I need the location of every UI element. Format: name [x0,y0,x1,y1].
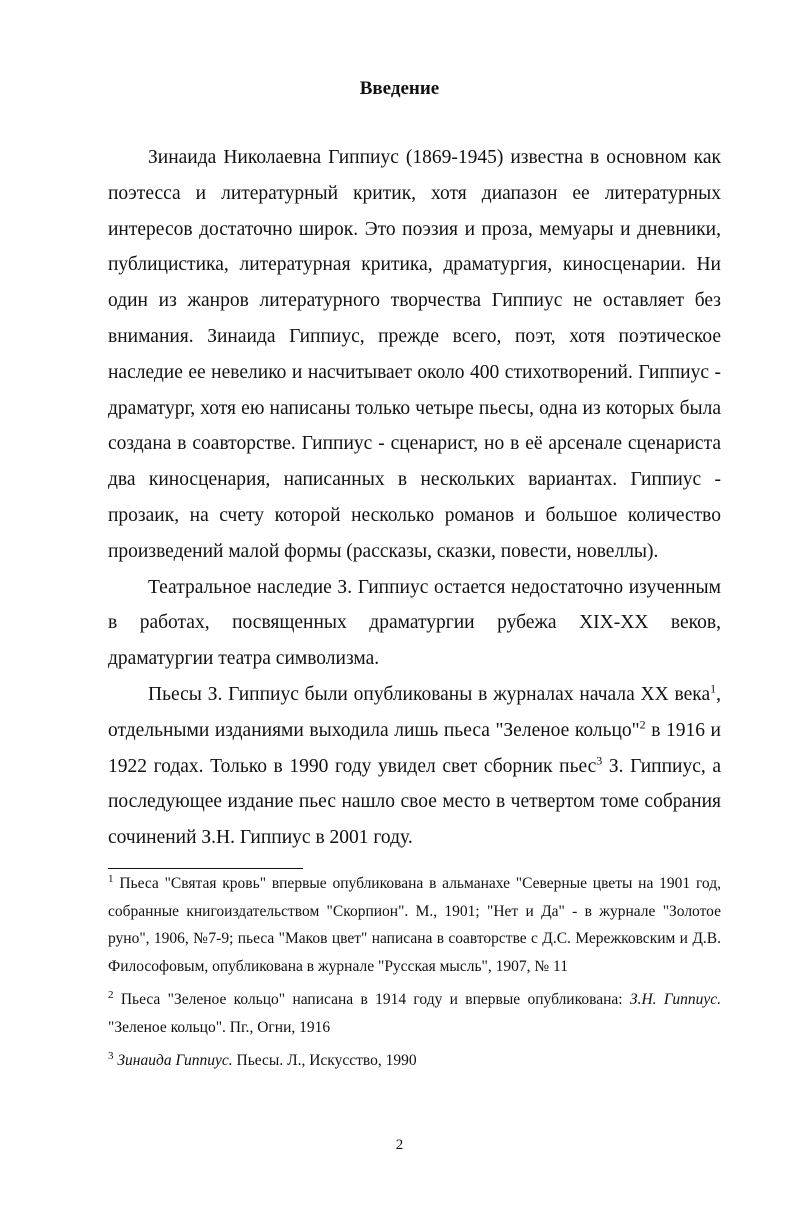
footnote-2-mark: 2 [108,988,114,1001]
footnote-ref-3[interactable]: 3 [596,753,603,768]
page-title: Введение [359,78,440,99]
footnote-2-text: Пьеса "Зеленое кольцо" написана в 1914 году и впервые опубликована: [120,991,630,1008]
paragraph-3-text-1: Пьесы З. Гиппиус были опубликованы в журналах начала XX века [148,683,711,705]
paragraph-3-text-2: , отдельными изданиями выходила лишь пьеса "Зеленое кольцо" [108,683,721,741]
footnote-ref-2[interactable]: 2 [639,717,646,732]
footnote-2 [108,986,721,1041]
paragraph-2: Театральное наследие З. Гиппиус остается недостаточно изученным в работах, посвященных драматургии рубежа XIX-XX веков, драматургии театра символизма. [108,576,721,670]
footnote-3-mark: 3 [108,1049,114,1062]
footnote-ref-1[interactable]: 1 [710,681,717,696]
footnote-3-author: Зинаида Гиппиус. [117,1052,233,1069]
footnote-1 [108,870,721,980]
footnote-1-mark: 1 [108,872,114,885]
page-number: 2 [395,1137,404,1153]
footnote-2-author: З.Н. Гиппиус. [629,991,721,1008]
paragraph-3 [108,677,721,856]
main-text [108,140,721,856]
footnote-separator [108,868,303,869]
footnote-2-tail: "Зеленое кольцо". Пг., Огни, 1916 [108,1018,331,1036]
footnotes [108,870,721,1081]
footnote-3 [108,1047,721,1075]
footnote-3-tail: Пьесы. Л., Искусство, 1990 [232,1052,417,1069]
footnote-1-text: Пьеса "Святая кровь" впервые опубликована в альманахе "Северные цветы на 1901 год, собранные книгоиздательством "Скорпион". М., 1901; "Нет и Да" - в журнале "Золотое руно", 1906, №7-9; пьеса "Маков цвет" написана в соавторстве с Д.С. Мережковским и Д.В. Философовым, опубликована в журнале "Русская мысль", 1907, № 11 [108,875,721,975]
paragraph-1: Зинаида Николаевна Гиппиус (1869-1945) известна в основном как поэтесса и литературный критик, хотя диапазон ее литературных интересов достаточно широк. Это поэзия и проза, мемуары и дневники, публицистика, литературная критика, драматургия, киносценарии. Ни один из жанров литературного творчества Гиппиус не оставляет без внимания. Зинаида Гиппиус, прежде всего, поэт, хотя поэтическое наследие ее невелико и насчитывает около 400 стихотворений. Гиппиус - драматург, хотя ею написаны только четыре пьесы, одна из которых была создана в соавторстве. Гиппиус - сценарист, но в её арсенале сценариста два киносценария, написанных в нескольких вариантах. Гиппиус - прозаик, на счету которой несколько романов и большое количество произведений малой формы (рассказы, сказки, повести, новеллы). [108,147,721,562]
paragraph-3-text-3: в 1916 и 1922 годах. Только в 1990 году увидел свет сборник пьес [108,719,721,777]
paragraph-3-text-4: З. Гиппиус, а последующее издание пьес нашло свое место в четвертом томе собрания сочинений З.Н. Гиппиус в 2001 году. [108,755,721,849]
